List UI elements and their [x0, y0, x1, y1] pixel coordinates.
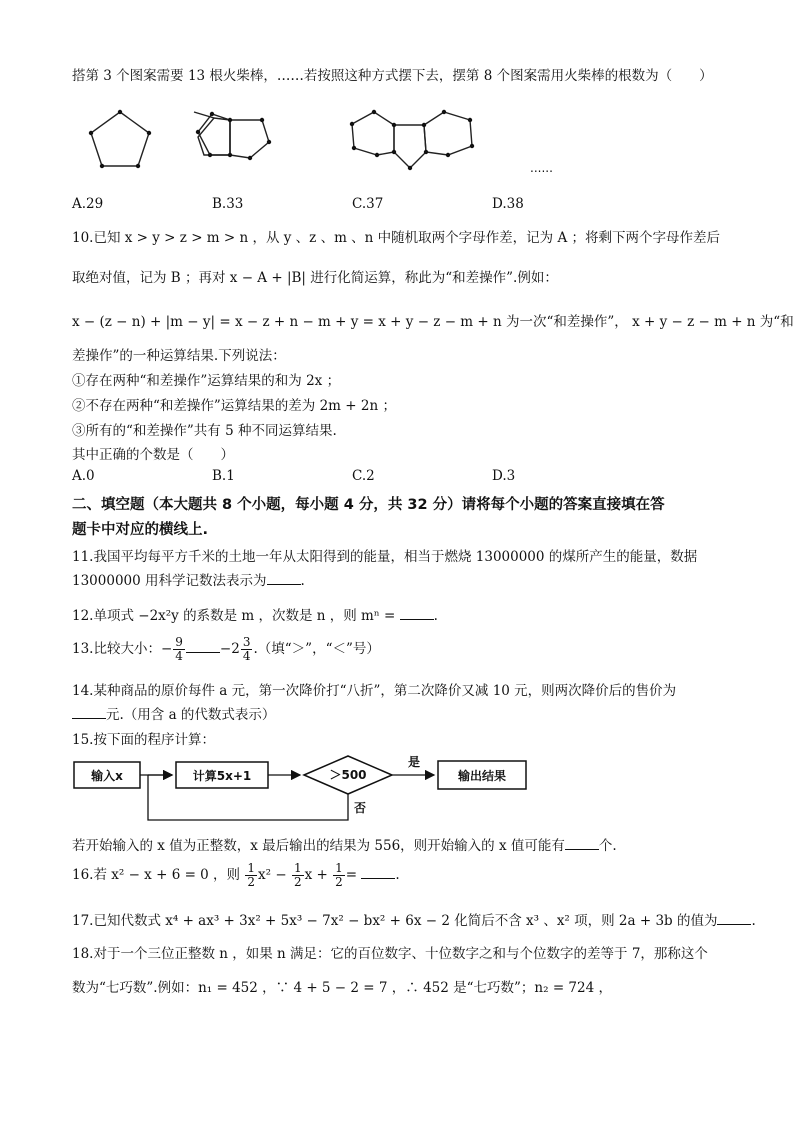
q11-line1: 11.我国平均每平方千米的土地一年从太阳得到的能量，相当于燃烧 13000000 的煤所产生的能量，数据	[72, 549, 698, 565]
fraction-1-2: $\frac{1}{2}$	[247, 861, 255, 889]
q10-option-b: B.1	[212, 468, 235, 484]
q10-line4: 差操作”的一种运算结果.下列说法：	[72, 348, 286, 364]
frac-den: 4	[242, 649, 251, 663]
answer-blank[interactable]	[186, 640, 220, 653]
q10-option-d: D.3	[492, 468, 516, 484]
q10-statement-1: ①存在两种“和差操作”运算结果的和为 2x ；	[72, 373, 341, 389]
pattern-3-icon	[352, 112, 472, 168]
q16-prefix: 16.若 x² − x + 6 = 0 ，则	[72, 867, 241, 883]
answer-blank[interactable]	[267, 572, 301, 585]
q17-text: 17.已知代数式 x⁴ + ax³ + 3x² + 5x³ − 7x² − bx² + 6x − 2 化简后不含 x³ 、x² 项，则 2a + 3b 的值为	[72, 913, 718, 929]
q9-option-a: A.29	[72, 196, 104, 212]
yes-label: 是	[408, 755, 421, 769]
q13-mid: −2	[219, 641, 240, 657]
q18-line1: 18.对于一个三位正整数 n ，如果 n 满足：它的百位数字、十位数字之和与个位数字的差等于 7，那称这个	[72, 946, 708, 962]
q13-prefix: 13.比较大小：−	[72, 641, 173, 657]
pattern-3-dots	[350, 110, 474, 170]
decision-label: ＞500	[329, 768, 367, 782]
q9-option-d: D.38	[492, 196, 524, 212]
q14-text: 元.（用含 a 的代数式表示）	[106, 707, 276, 723]
q10-line1: 10.已知 x > y > z > m > n ，从 y 、z 、m 、n 中随机取两个字母作差，记为 A ；将剩下两个字母作差后	[72, 230, 720, 246]
answer-blank[interactable]	[72, 706, 106, 719]
answer-blank[interactable]	[717, 912, 751, 925]
q10-statement-2: ②不存在两种“和差操作”运算结果的差为 2m + 2n ；	[72, 398, 396, 414]
q16-term2: x +	[304, 867, 328, 883]
q10-statement-3: ③所有的“和差操作”共有 5 种不同运算结果.	[72, 423, 337, 439]
matchstick-figures	[72, 100, 572, 180]
section-title-line1: 二、填空题（本大题共 8 个小题，每小题 4 分，共 32 分）请将每个小题的答案直接填在答	[72, 497, 665, 513]
pattern-1-icon	[91, 112, 149, 166]
q10-options	[72, 468, 672, 484]
pattern-2-dots	[196, 112, 271, 160]
q16-term1: x² −	[258, 867, 287, 883]
frac-num: 3	[242, 635, 251, 649]
frac-num: 9	[175, 635, 183, 649]
q9-options	[72, 196, 672, 212]
pattern-1-dots	[89, 110, 151, 168]
q10-line3: x − (z − n) + |m − y| = x − z + n − m + y = x + y − z − m + n 为一次“和差操作”， x + y − z − m + n 为“和	[72, 314, 794, 330]
q13-line	[72, 636, 380, 663]
q15-after-end: 个.	[598, 838, 617, 854]
q14-line2	[72, 703, 275, 723]
q15-intro: 15.按下面的程序计算：	[72, 732, 215, 748]
q16-end: .	[395, 867, 400, 883]
answer-blank[interactable]	[400, 607, 434, 620]
q17-line	[72, 909, 756, 929]
no-label: 否	[354, 801, 367, 815]
section-title-line2: 题卡中对应的横线上.	[72, 522, 209, 538]
q11-line2	[72, 569, 305, 589]
q11-end: .	[300, 573, 305, 589]
q10-option-a: A.0	[72, 468, 95, 484]
calc-box-label: 计算5x+1	[192, 769, 252, 783]
q17-end: .	[751, 913, 756, 929]
answer-blank[interactable]	[361, 866, 395, 879]
q18-line2: 数为“七巧数”.例如：n₁ = 452 ，∵ 4 + 5 − 2 = 7 ，∴ 452 是“七巧数”；n₂ = 724 ，	[72, 980, 612, 996]
fraction-1-2: $\frac{1}{2}$	[293, 861, 302, 889]
fraction-3-4	[241, 636, 253, 663]
answer-blank[interactable]	[565, 837, 599, 850]
q9-stem: 搭第 3 个图案需要 13 根火柴棒，……若按照这种方式摆下去，摆第 8 个图案需用火柴棒的根数为（ ）	[72, 68, 713, 84]
q15-after	[72, 834, 617, 854]
q12-line	[72, 604, 438, 624]
q16-term3: =	[345, 867, 358, 883]
continuation-dots: ......	[530, 161, 553, 175]
q15-after-text: 若开始输入的 x 值为正整数，x 最后输出的结果为 556，则开始输入的 x 值可能有	[72, 838, 565, 854]
q12-end: .	[433, 608, 438, 624]
q10-ask: 其中正确的个数是（ ）	[72, 447, 234, 463]
q11-text: 13000000 用科学记数法表示为	[72, 573, 267, 589]
frac-den: 4	[175, 649, 183, 663]
q10-option-c: C.2	[352, 468, 375, 484]
fraction-9-4	[173, 636, 185, 663]
q9-option-c: C.37	[352, 196, 384, 212]
pattern-2-shape	[198, 114, 230, 155]
q13-suffix: .（填“＞”，“＜”号）	[253, 641, 380, 657]
output-box-label: 输出结果	[457, 769, 507, 783]
q9-option-b: B.33	[212, 196, 244, 212]
q12-text: 12.单项式 −2x²y 的系数是 m ，次数是 n ，则 mⁿ =	[72, 608, 396, 624]
program-flowchart	[72, 752, 542, 832]
fraction-1-2: $\frac{1}{2}$	[335, 861, 343, 889]
q10-line2: 取绝对值，记为 B ；再对 x − A + |B| 进行化简运算，称此为“和差操作”.例如：	[72, 270, 558, 286]
input-box-label: 输入x	[91, 769, 123, 783]
q14-line1: 14.某种商品的原价每件 a 元，第一次降价打“八折”，第二次降价又减 10 元，则两次降价后的售价为	[72, 683, 677, 699]
q16-line	[72, 862, 400, 889]
